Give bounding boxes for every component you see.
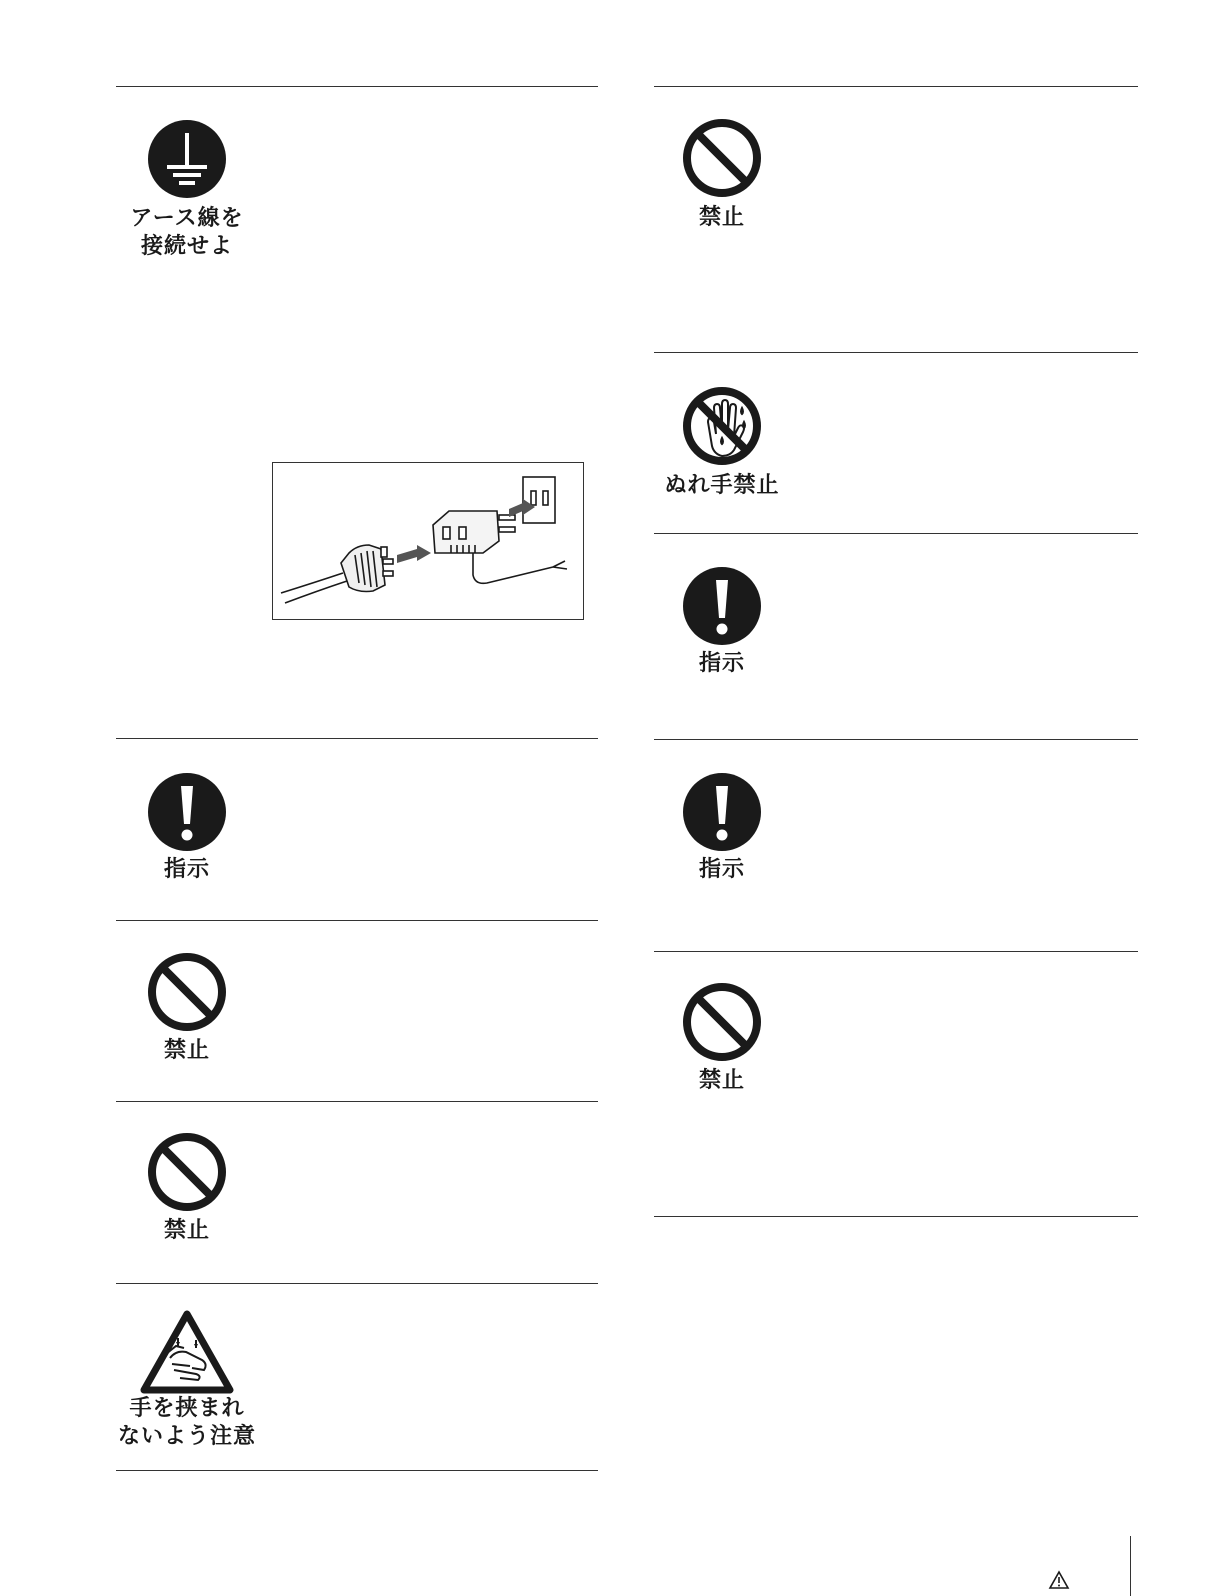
ground-caption-line2: 接続せよ [140, 234, 233, 259]
right-top-rule [654, 86, 1138, 87]
pinch-caption-line1: 手を挟まれ [129, 1396, 245, 1421]
right-prohibit-2-caption: 禁止 [698, 1068, 745, 1093]
wet-hands-caption: ぬれ手禁止 [664, 473, 780, 498]
left-prohibit-2-caption: 禁止 [163, 1218, 210, 1243]
left-rule-5 [116, 1283, 598, 1284]
exclamation-icon [682, 566, 762, 646]
pinch-caption-line2: ないよう注意 [117, 1424, 256, 1449]
left-instruction-caption: 指示 [163, 857, 210, 882]
right-prohibit-1-caption: 禁止 [698, 205, 745, 230]
prohibition-icon [147, 1132, 227, 1212]
left-rule-2 [116, 738, 598, 739]
left-prohibit-1-caption: 禁止 [163, 1038, 210, 1063]
pinch-caption [112, 1395, 262, 1451]
right-instruction-2-caption: 指示 [698, 857, 745, 882]
right-rule-4 [654, 739, 1138, 740]
right-instruction-1-caption: 指示 [698, 651, 745, 676]
plug-adapter-drawing [273, 463, 582, 618]
right-rule-3 [654, 533, 1138, 534]
prohibition-icon [682, 982, 762, 1062]
left-rule-3 [116, 920, 598, 921]
ground-symbol-icon [147, 119, 227, 199]
right-bottom-rule [654, 1216, 1138, 1217]
footer-vertical-bar [1130, 1536, 1131, 1596]
right-rule-2 [654, 352, 1138, 353]
ground-caption-line1: アース線を [130, 206, 244, 231]
warning-triangle-icon [1048, 1570, 1070, 1590]
left-rule-4 [116, 1101, 598, 1102]
left-top-rule [116, 86, 598, 87]
left-bottom-rule [116, 1470, 598, 1471]
plug-adapter-illustration [272, 462, 584, 620]
prohibition-icon [682, 118, 762, 198]
prohibition-icon [147, 952, 227, 1032]
exclamation-icon [682, 772, 762, 852]
exclamation-icon [147, 772, 227, 852]
right-rule-5 [654, 951, 1138, 952]
no-wet-hands-icon [682, 386, 762, 466]
ground-caption [117, 205, 257, 261]
pinch-warning-icon [140, 1310, 234, 1396]
